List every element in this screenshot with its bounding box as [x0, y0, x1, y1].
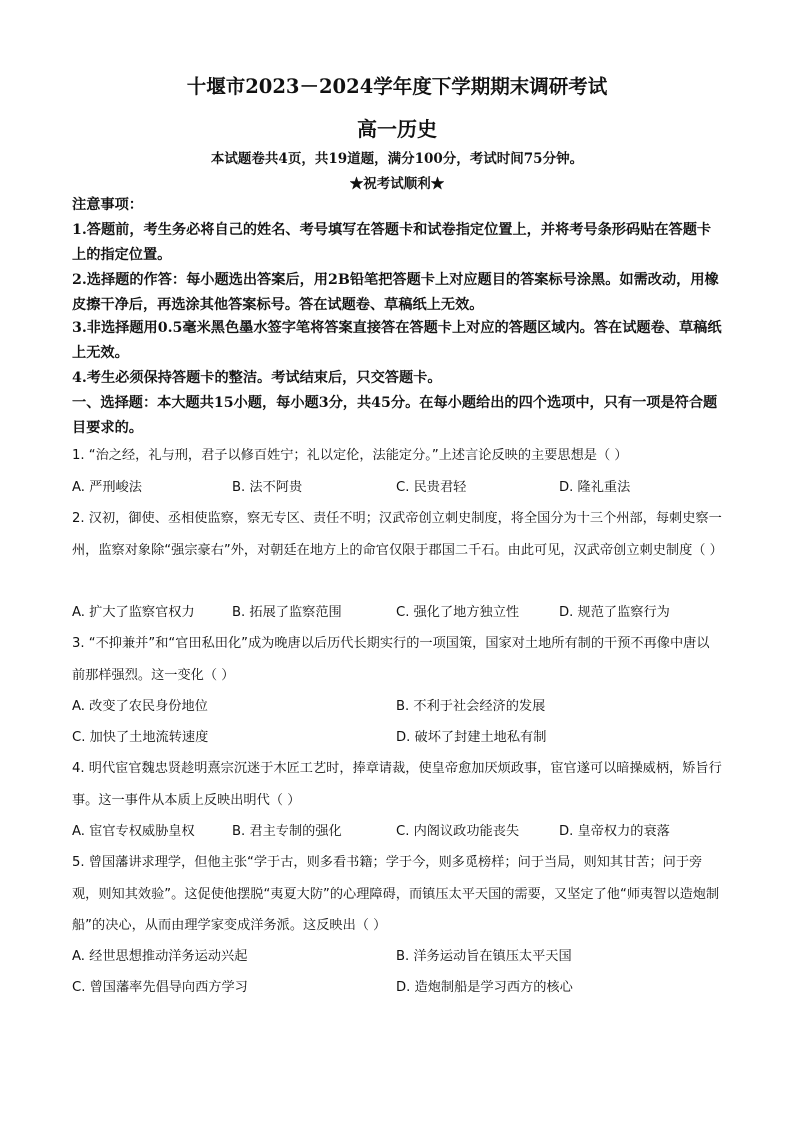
- question-2-stem: 2. 汉初，御使、丞相使监察，察无专区、责任不明；汉武帝创立刺史制度，将全国分为十三个州部，每刺史察一州，监察对象除“强宗豪右”外，对朝廷在地方上的命官仅限于郡国二千石。由此可见，汉武帝创立刺史制度（ ）: [72, 511, 723, 558]
- q1-option-b: B. 法不阿贵: [232, 480, 303, 495]
- q5-option-b: B. 洋务运动旨在镇压太平天国: [396, 949, 572, 964]
- exam-title: 十堰市2023－2024学年度下学期期末调研考试: [186, 75, 608, 98]
- question-5-options-row-2: [72, 972, 732, 1003]
- q1-option-d: D. 隆礼重法: [559, 480, 631, 495]
- question-3-options-row-2: [72, 722, 732, 753]
- note-item-1: 1.答题前，考生务必将自己的姓名、考号填写在答题卡和试卷指定位置上，并将考号条形码贴在答题卡上的指定位置。: [72, 222, 712, 263]
- subject-title: 高一历史: [357, 117, 437, 141]
- note-item-4: 4.考生必须保持答题卡的整洁。考试结束后，只交答题卡。: [72, 370, 442, 386]
- q4-option-d: D. 皇帝权力的衰落: [559, 824, 670, 839]
- q4-option-c: C. 内阁议政功能丧失: [396, 824, 520, 839]
- q2-option-b: B. 拓展了监察范围: [232, 605, 342, 620]
- q3-option-a: A. 改变了农民身份地位: [72, 699, 208, 714]
- q2-option-a: A. 扩大了监察官权力: [72, 605, 195, 620]
- notes-heading: 注意事项：: [72, 197, 143, 213]
- q5-option-c: C. 曾国藩率先倡导向西方学习: [72, 980, 248, 995]
- q3-option-d: D. 破坏了封建土地私有制: [396, 730, 547, 745]
- q3-option-c: C. 加快了土地流转速度: [72, 730, 209, 745]
- note-item-3: 3.非选择题用0.5毫米黑色墨水签字笔将答案直接答在答题卡上对应的答题区域内。答在试题卷、草稿纸上无效。: [72, 320, 722, 361]
- q5-option-d: D. 造炮制船是学习西方的核心: [396, 980, 573, 995]
- question-3-stem: 3. “不抑兼并”和“官田私田化”成为晚唐以后历代长期实行的一项国策，国家对土地所有制的干预不再像中唐以前那样强烈。这一变化（ ）: [72, 636, 710, 683]
- question-3-options-row-1: [72, 691, 732, 722]
- note-item-2: 2.选择题的作答：每小题选出答案后，用2B铅笔把答题卡上对应题目的答案标号涂黑。如需改动，用橡皮擦干净后，再选涂其他答案标号。答在试题卷、草稿纸上无效。: [72, 272, 719, 313]
- question-1-options: [72, 472, 732, 503]
- q2-option-c: C. 强化了地方独立性: [396, 605, 520, 620]
- q1-option-a: A. 严刑峻法: [72, 480, 142, 495]
- q2-option-d: D. 规范了监察行为: [559, 605, 670, 620]
- question-1-stem: 1. “治之经，礼与刑，君子以修百姓宁；礼以定伦，法能定分。”上述言论反映的主要思想是（ ）: [72, 448, 628, 463]
- q1-option-c: C. 民贵君轻: [396, 480, 467, 495]
- q3-option-b: B. 不利于社会经济的发展: [396, 699, 546, 714]
- question-4-options: [72, 816, 732, 847]
- question-4-stem: 4. 明代宦官魏忠贤趁明熹宗沉迷于木匠工艺时，捧章请裁，使皇帝愈加厌烦政事，宦官遂可以暗操威柄，矫旨行事。这一事件从本质上反映出明代（ ）: [72, 761, 722, 808]
- q5-option-a: A. 经世思想推动洋务运动兴起: [72, 949, 248, 964]
- question-5-stem: 5. 曾国藩讲求理学，但他主张“学于古，则多看书籍；学于今，则多觅榜样；问于当局，则知其甘苦；问于旁观，则知其效验”。这促使他摆脱“夷夏大防”的心理障碍，而镇压太平天国的需要，又坚定了他“师夷智以造炮制船”的决心，从而由理学家变成洋务派。这反映出（ ）: [72, 855, 720, 933]
- q4-option-a: A. 宦官专权威胁皇权: [72, 824, 195, 839]
- blessing: ★祝考试顺利★: [349, 176, 445, 192]
- q4-option-b: B. 君主专制的强化: [232, 824, 342, 839]
- section-heading: 一、选择题：本大题共15小题，每小题3分，共45分。在每小题给出的四个选项中，只有一项是符合题目要求的。: [72, 395, 718, 436]
- question-5-options-row-1: [72, 941, 732, 972]
- question-2-options: [72, 597, 732, 628]
- exam-info: 本试题卷共4页，共19道题，满分100分，考试时间75分钟。: [210, 151, 584, 167]
